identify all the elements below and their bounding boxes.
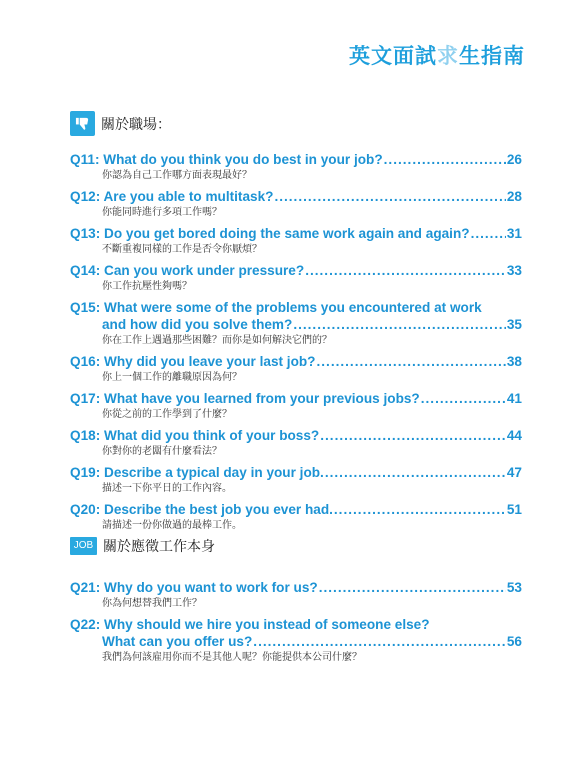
toc-question-text: and how did you solve them? [102, 317, 293, 332]
toc-page-number: 33 [506, 263, 522, 278]
toc-question-text: Q21: Why do you want to work for us? [70, 580, 318, 595]
toc-entry[interactable] [70, 225, 522, 257]
toc-question-translation: 你上一個工作的離職原因為何？ [102, 372, 242, 383]
toc-question-translation: 你從之前的工作學到了什麼？ [102, 409, 232, 420]
toc-question-translation: 請描述一份你做過的最棒工作。 [102, 520, 242, 531]
toc-entry[interactable] [70, 151, 522, 183]
section-header-job [70, 536, 215, 556]
toc-question-line [70, 151, 522, 168]
toc-question-translation: 不斷重複同樣的工作是否令你厭煩？ [102, 244, 262, 255]
toc-question-line [70, 299, 522, 316]
toc-page-number: 56 [506, 634, 522, 649]
toc-question-line [70, 262, 522, 279]
toc-entry[interactable] [70, 262, 522, 294]
toc-entry[interactable] [70, 464, 522, 496]
thumbs-down-icon [70, 111, 95, 136]
toc-question-translation: 你為何想替我們工作？ [102, 598, 202, 609]
toc-question-translation: 你認為自己工作哪方面表現最好？ [102, 170, 252, 181]
toc-entry[interactable] [70, 616, 522, 665]
dot-leader [274, 188, 505, 205]
toc-entry[interactable] [70, 579, 522, 611]
toc-question-line [70, 633, 522, 650]
toc-question-line [70, 316, 522, 333]
dot-leader [319, 579, 506, 596]
toc-question-translation: 描述一下你平日的工作內容。 [102, 483, 232, 494]
dot-leader [471, 225, 506, 242]
toc-question-line [70, 353, 522, 370]
dot-leader [305, 262, 506, 279]
dot-leader [384, 151, 506, 168]
toc-question-text: Q18: What did you think of your boss? [70, 428, 320, 443]
toc-question-text: Q17: What have you learned from your previous jobs? [70, 391, 420, 406]
toc-page-number: 38 [506, 354, 522, 369]
job-icon: JOB [70, 537, 97, 555]
toc-entry[interactable] [70, 299, 522, 348]
toc-page-number: 31 [506, 226, 522, 241]
dot-leader [253, 633, 506, 650]
toc-page-number: 53 [506, 580, 522, 595]
toc-question-text: Q14: Can you work under pressure? [70, 263, 305, 278]
toc-page-number: 26 [506, 152, 522, 167]
toc-question-text: Q22: Why should we hire you instead of someone else? [70, 617, 430, 632]
book-title-part2: 求 [437, 44, 459, 68]
dot-leader [320, 427, 506, 444]
book-title-part1: 英文面試 [349, 44, 437, 68]
toc-question-line [70, 464, 522, 481]
section-title: 關於職場： [101, 116, 171, 133]
toc-question-line [70, 188, 522, 205]
toc-question-translation: 你能同時進行多項工作嗎？ [102, 207, 222, 218]
toc-question-translation: 你在工作上遇過那些困難？而你是如何解決它們的？ [102, 335, 332, 346]
dot-leader [293, 316, 506, 333]
section-title: 關於應徵工作本身 [103, 539, 215, 555]
toc-page-number: 35 [506, 317, 522, 332]
toc-question-text: Q16: Why did you leave your last job? [70, 354, 316, 369]
toc-question-line [70, 427, 522, 444]
toc-page-number: 28 [506, 189, 522, 204]
toc-question-line [70, 579, 522, 596]
toc-page-number: 51 [506, 502, 522, 517]
toc-question-translation: 你工作抗壓性夠嗎？ [102, 281, 192, 292]
section-header-workplace [70, 111, 171, 136]
toc-page-number: 44 [506, 428, 522, 443]
toc-entry[interactable] [70, 188, 522, 220]
toc-question-text: Q19: Describe a typical day in your job. [70, 465, 324, 480]
toc-question-line [70, 501, 522, 518]
toc-entry[interactable] [70, 353, 522, 385]
toc-question-line [70, 390, 522, 407]
toc-question-line [70, 225, 522, 242]
toc-question-text: Q13: Do you get bored doing the same work again and again? [70, 226, 470, 241]
toc-list-workplace [70, 151, 522, 538]
dot-leader [317, 353, 506, 370]
toc-page-number: 47 [506, 465, 522, 480]
toc-question-text: What can you offer us? [102, 634, 253, 649]
book-title-part3: 生指南 [459, 44, 525, 68]
dot-leader [421, 390, 506, 407]
toc-question-translation: 你對你的老闆有什麼看法？ [102, 446, 222, 457]
toc-question-translation: 我們為何該雇用你而不是其他人呢？你能提供本公司什麼？ [102, 652, 362, 663]
toc-question-line [70, 616, 522, 633]
toc-entry[interactable] [70, 501, 522, 533]
toc-entry[interactable] [70, 390, 522, 422]
book-title-logo [349, 40, 525, 70]
toc-list-job [70, 579, 522, 670]
toc-question-text: Q20: Describe the best job you ever had. [70, 502, 333, 517]
toc-question-text: Q15: What were some of the problems you encountered at work [70, 300, 482, 315]
toc-entry[interactable] [70, 427, 522, 459]
toc-question-text: Q12: Are you able to multitask? [70, 189, 274, 204]
toc-question-text: Q11: What do you think you do best in your job? [70, 152, 383, 167]
toc-page-number: 41 [506, 391, 522, 406]
dot-leader [325, 464, 506, 481]
dot-leader [334, 501, 506, 518]
